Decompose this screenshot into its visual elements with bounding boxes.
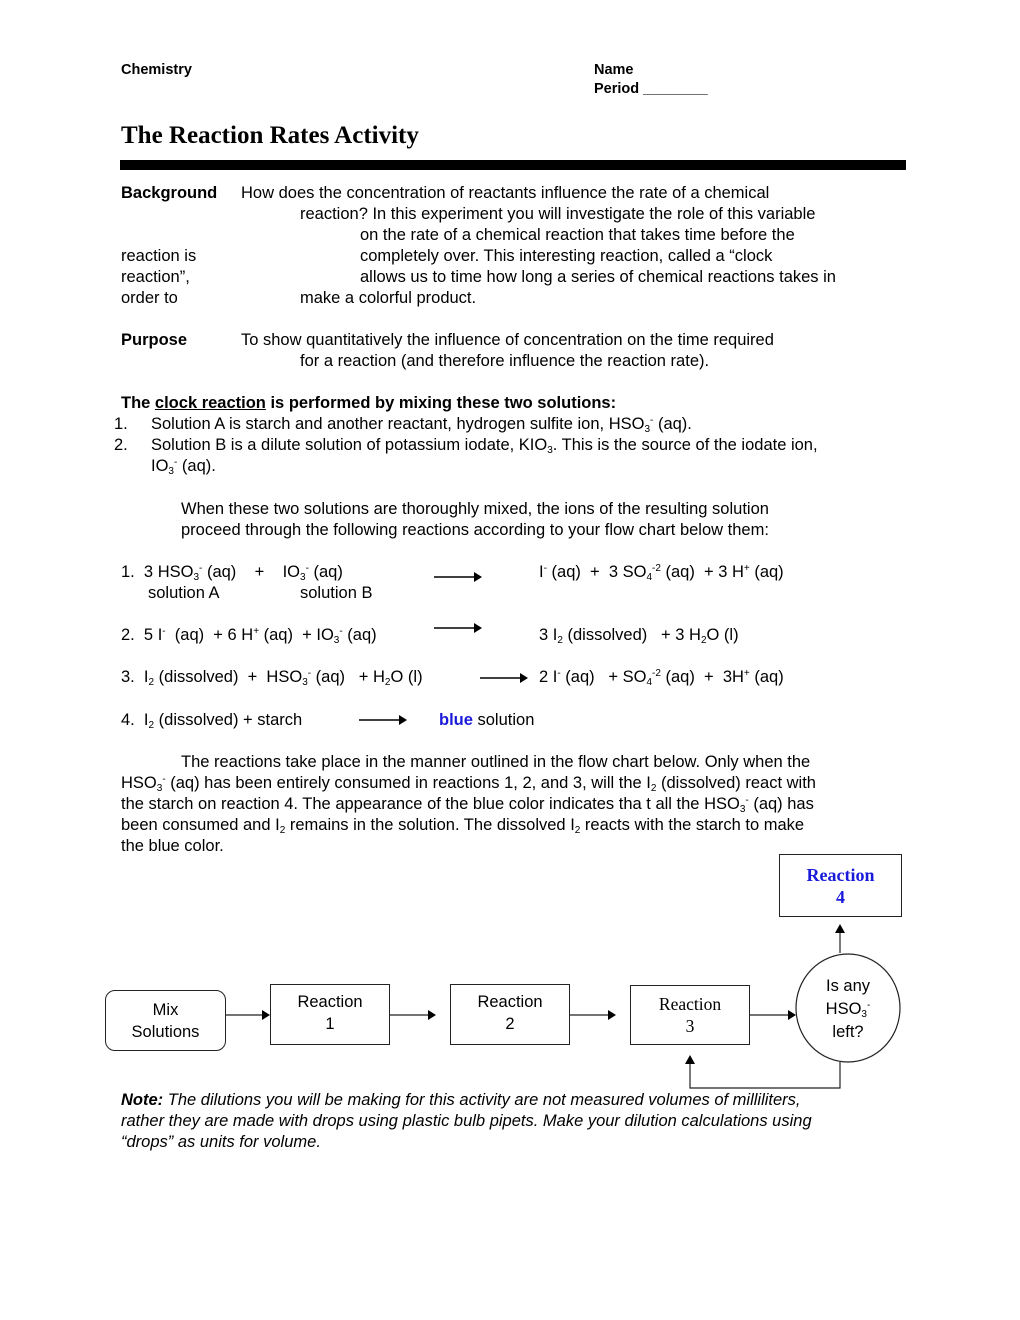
box-line: Reaction <box>658 994 722 1014</box>
reaction-4: 4. $I_2$ (dissolved) + starch <box>121 711 303 731</box>
background-label: Background <box>121 184 218 202</box>
text: . This is the source of the iodate ion, <box>552 436 818 454</box>
mix-para-line-2: proceed through the following reactions according to your flow chart below them: <box>181 521 769 539</box>
reaction-number: 4. <box>121 711 135 729</box>
flow-reaction-3 <box>630 985 750 1045</box>
sub: 3 <box>168 466 174 477</box>
name-label: Name <box>594 62 634 78</box>
reaction-1-products: I- (aq) + 3 $SO_4^{-2}$ (aq) + 3 H+ (aq) <box>539 563 784 583</box>
box-line: 1 <box>325 1015 335 1033</box>
decision-line <box>796 998 900 1021</box>
text: HSO <box>825 1000 862 1018</box>
explanation-line-4: been consumed and $I_2$ remains in the solution. The dissolved $I_2$ reacts with the starch to make <box>121 816 805 836</box>
background-line-1: How does the concentration of reactants influence the rate of a chemical <box>241 184 770 202</box>
flow-reaction-1 <box>270 984 390 1045</box>
box-line: Solutions <box>131 1022 200 1041</box>
item-number: 2. <box>114 436 128 454</box>
purpose-line-2: for a reaction (and therefore influence the reaction rate). <box>300 352 710 370</box>
page-title: The Reaction Rates Activity <box>121 122 419 149</box>
background-line-5: allows us to time how long a series of chemical reactions takes in <box>360 268 836 286</box>
reaction-1: 1. 3 $HSO_3^-$ (aq) + $IO_3^-$ (aq) <box>121 563 343 583</box>
box-line: 2 <box>505 1015 515 1033</box>
note-line-3: “drops” as units for volume. <box>121 1133 321 1151</box>
period-label: Period <box>594 81 640 97</box>
text: remains in the solution. The dissolved I <box>285 816 575 834</box>
flow-reaction-4 <box>779 854 902 917</box>
background-line-4: completely over. This interesting reaction, called a “clock <box>360 247 773 265</box>
text: The dilutions you will be making for this activity are not measured volumes of milliliters, <box>163 1091 801 1109</box>
subject-label: Chemistry <box>121 62 192 78</box>
box-line: 4 <box>836 886 845 907</box>
box-line: Reaction <box>806 864 875 885</box>
flow-decision-hso3-left <box>796 975 900 1044</box>
decision-line: Is any <box>825 977 871 995</box>
text: reacts with the starch to make <box>580 816 805 834</box>
box-line: Reaction <box>477 993 543 1011</box>
reaction-2: 2. 5 I- (aq) + 6 H+ $(aq) + IO_3^-$ (aq) <box>121 626 377 646</box>
blue-word: blue <box>439 711 473 729</box>
background-line-2: reaction? In this experiment you will investigate the role of this variable <box>300 205 816 223</box>
sub: 3 <box>644 424 651 435</box>
background-margin-2: reaction”, <box>121 268 190 286</box>
text: Solution B is a dilute solution of potassium iodate, KIO <box>151 436 548 454</box>
mix-para-line-1: When these two solutions are thoroughly mixed, the ions of the resulting solution <box>181 500 769 518</box>
product-rest: solution <box>472 711 535 729</box>
note-line-2: rather they are made with drops using plastic bulb pipets. Make your dilution calculations using <box>121 1112 812 1130</box>
box-line: 3 <box>685 1016 695 1036</box>
text: (aq) has <box>748 795 814 813</box>
background-line-3: on the rate of a chemical reaction that takes time before the <box>360 226 795 244</box>
item-number: 1. <box>114 415 128 433</box>
sub: 3 <box>861 1009 867 1020</box>
text: (aq). <box>177 457 216 475</box>
note-label: Note: <box>121 1091 164 1109</box>
clock-reaction-term: clock reaction <box>154 394 266 412</box>
clock-heading-pre: The <box>121 394 155 412</box>
text: (dissolved) react with <box>656 774 816 792</box>
reaction-2-products: 3 $I_2$ (dissolved) + 3 $H_2O$ (l) <box>539 626 739 646</box>
text: HSO <box>121 774 157 792</box>
reaction-number: 1. <box>121 563 135 581</box>
explanation-line-3: the starch on reaction 4. The appearance of the blue color indicates tha t all the $HSO_3^-$ (aq) has <box>121 795 814 815</box>
text: been consumed and I <box>121 816 280 834</box>
purpose-label: Purpose <box>121 331 188 349</box>
decision-line: left? <box>832 1023 864 1041</box>
period-blank: ________ <box>643 81 708 97</box>
background-margin-3: order to <box>121 289 178 307</box>
box-line: Reaction <box>297 993 363 1011</box>
sup: - <box>173 457 178 468</box>
flow-reaction-2 <box>450 984 570 1045</box>
reaction-3-products: 2 I- $(aq) + SO_4^{-2}$ (aq) + 3H+ (aq) <box>539 668 784 688</box>
background-margin-1: reaction is <box>121 247 197 265</box>
solution-a-label: solution A <box>148 584 220 602</box>
text: the starch on reaction 4. The appearance of the blue color indicates tha t all the HSO <box>121 795 740 813</box>
explanation-line-1: The reactions take place in the manner outlined in the flow chart below. Only when the <box>181 753 811 771</box>
sup: - <box>866 1000 871 1011</box>
sub: 3 <box>547 445 553 456</box>
text: (aq). <box>653 415 692 433</box>
text: Solution A is starch and another reactant, hydrogen sulfite ion, HSO <box>151 415 645 433</box>
explanation-line-5: the blue color. <box>121 837 224 855</box>
box-line: Mix <box>152 1000 179 1019</box>
reaction-3: 3. $I_2$ (dissolved) + $HSO_3^-$ $(aq) + H_2O$ (l) <box>121 668 423 688</box>
reaction-number: 2. <box>121 626 135 644</box>
explanation-line-2: $HSO_3^-$ (aq) has been entirely consumed in reactions 1, 2, and 3, will the $I_2$ (dissolved) react with <box>121 774 816 794</box>
reaction-number: 3. <box>121 668 135 686</box>
flow-mix-solutions <box>105 990 226 1051</box>
clock-heading-post: is performed by mixing these two solutions: <box>265 394 617 412</box>
background-line-6: make a colorful product. <box>300 289 477 307</box>
text: (aq) has been entirely consumed in reactions 1, 2, and 3, will the I <box>165 774 651 792</box>
sup: - <box>650 415 654 426</box>
purpose-line-1: To show quantitatively the influence of concentration on the time required <box>241 331 774 349</box>
solution-b-label: solution B <box>300 584 373 602</box>
note-line-1 <box>121 1090 801 1111</box>
text: IO <box>151 457 169 475</box>
